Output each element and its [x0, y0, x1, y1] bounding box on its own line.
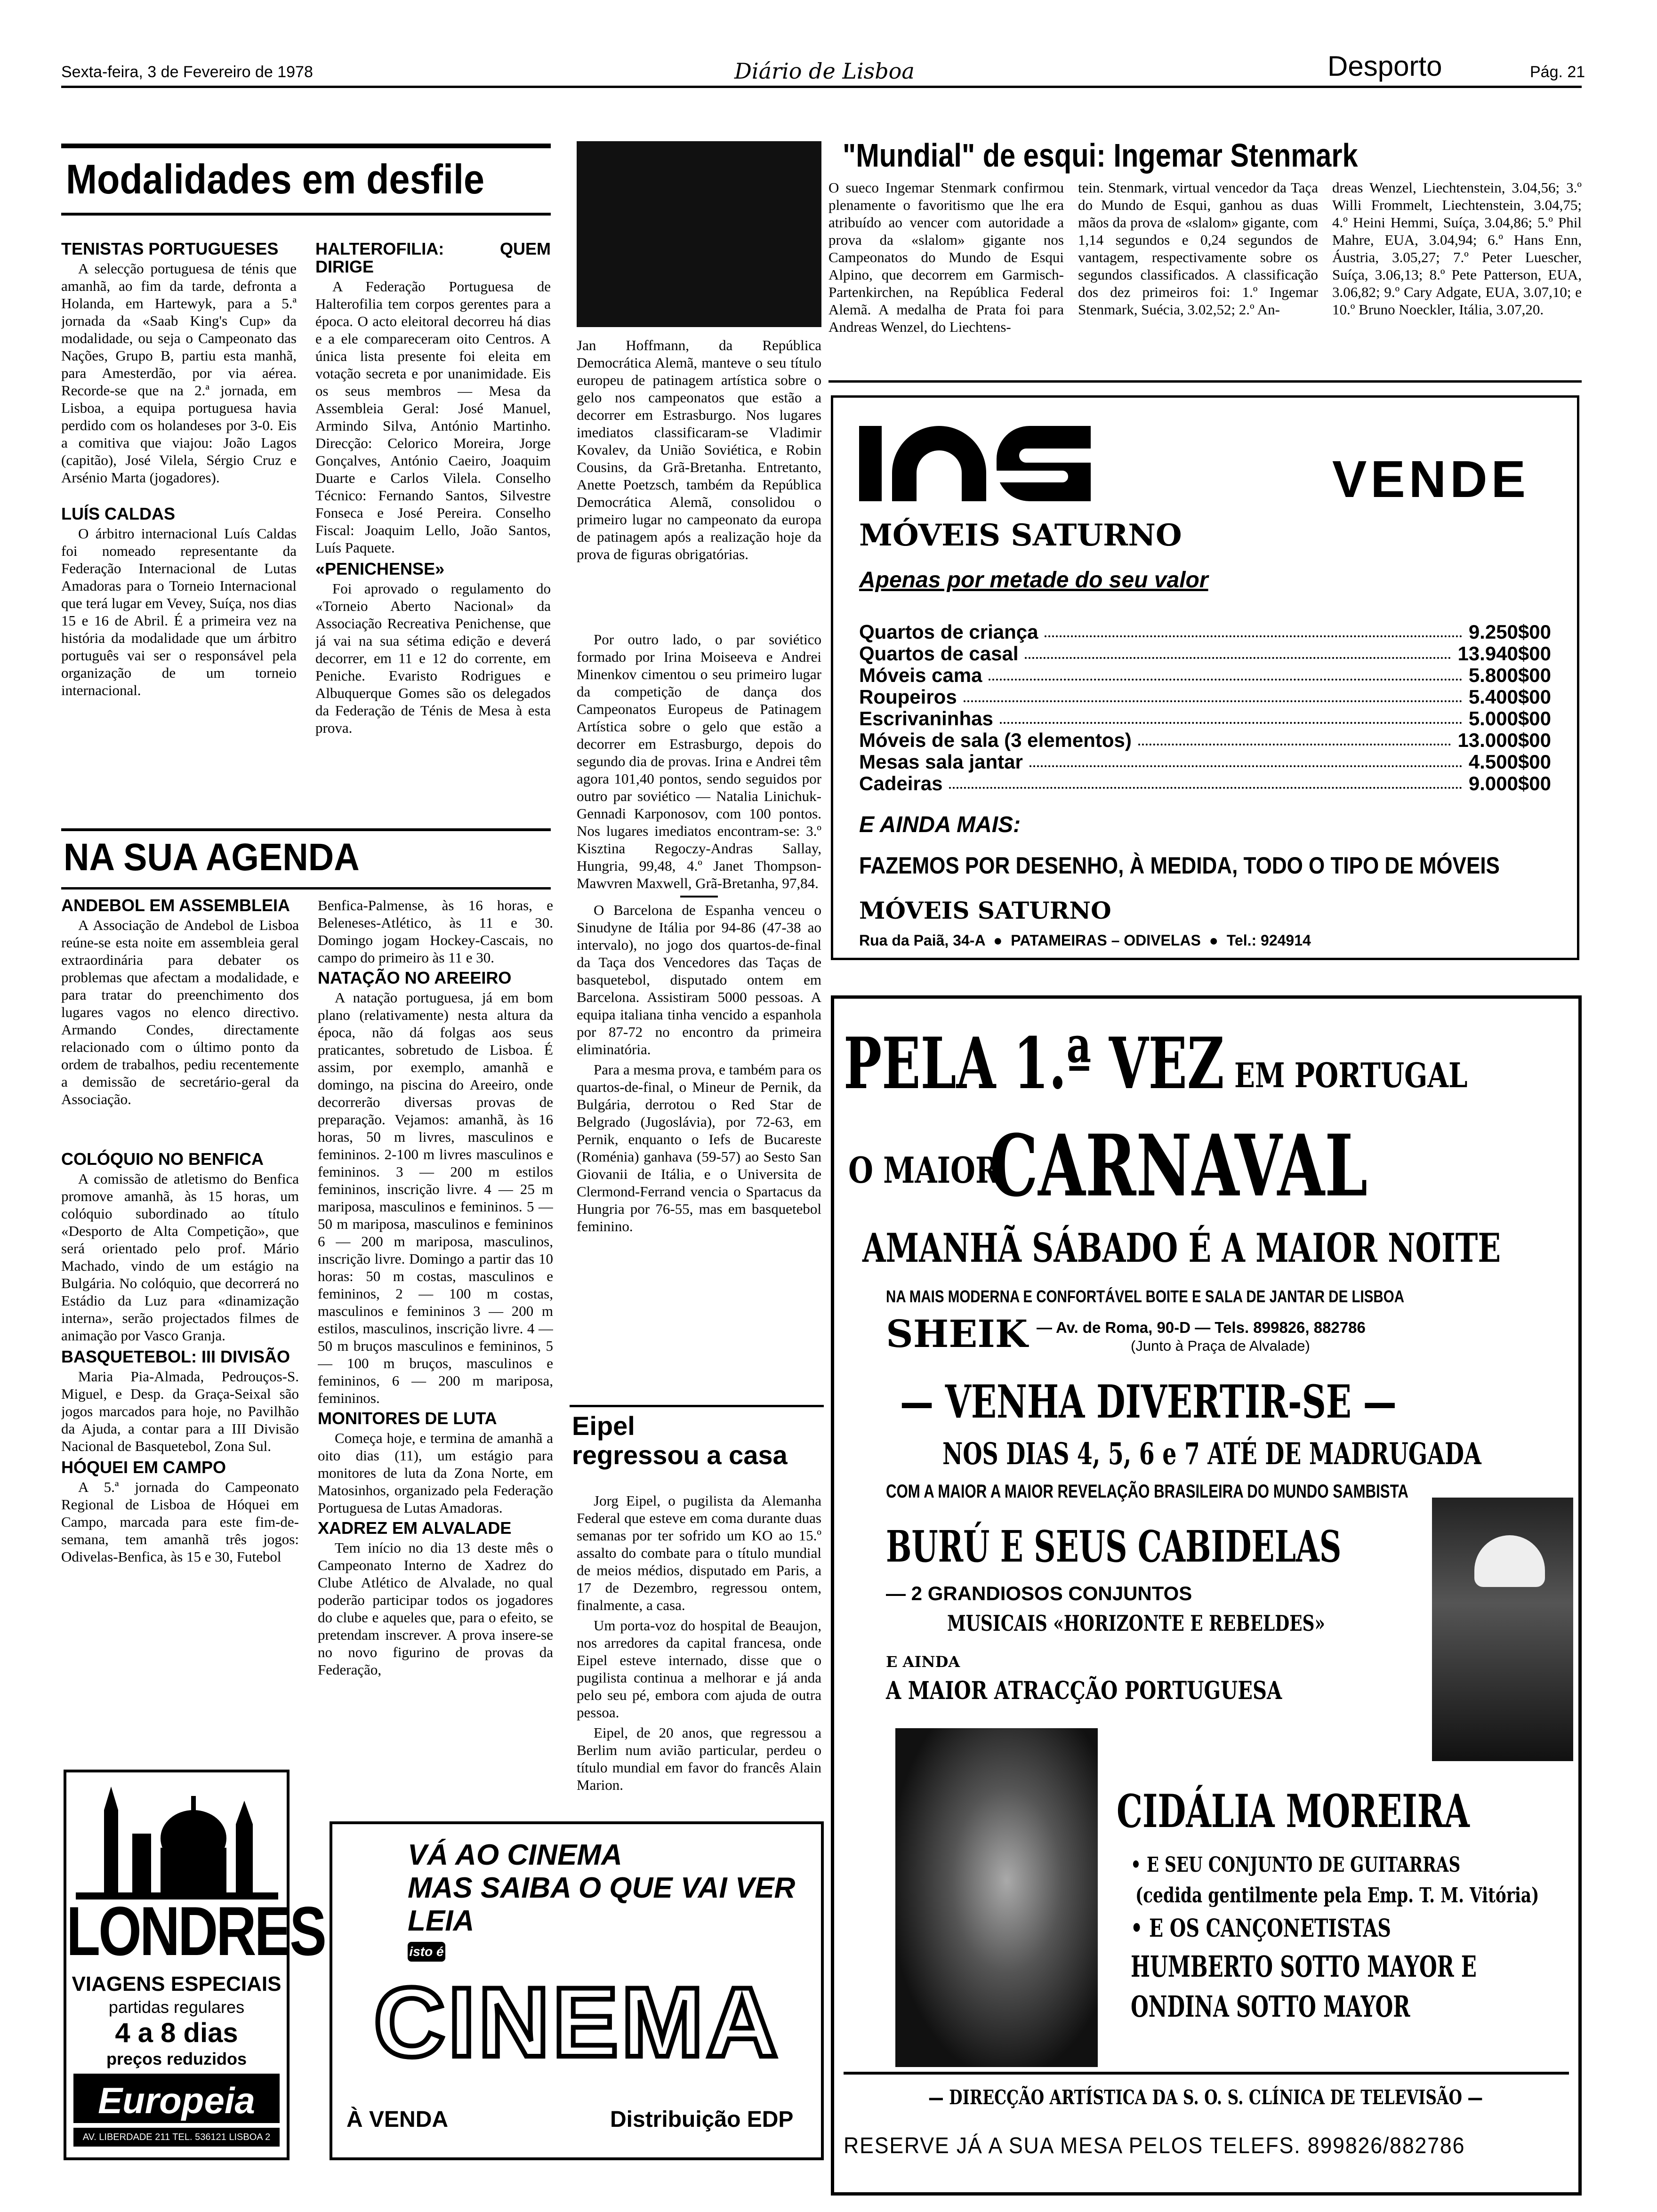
subhead-monitores: MONITORES DE LUTA: [318, 1409, 497, 1428]
saturno-slogan: Apenas por metade do seu valor: [859, 568, 1208, 593]
article-hoquei: A 5.ª jornada do Campeonato Regional de Lisboa de Hóquei em Campo, marcada para este fim-de-semana, tem amanhã três jogos: Odivelas-Benfica, às 15 e 30, Futebol: [61, 1479, 299, 1565]
cinema-line-2: MAS SAIBA O QUE VAI VER: [408, 1872, 796, 1904]
sheik-address-2: (Junto à Praça de Alvalade): [1131, 1338, 1310, 1354]
saturno-price-list: [859, 621, 1551, 794]
modalidades-col-1: [61, 235, 297, 833]
carnaval-divider: [844, 2072, 1569, 2075]
subhead-coloquio: COLÓQUIO NO BENFICA: [61, 1149, 264, 1169]
carnaval-line-9: — 2 GRANDIOSOS CONJUNTOS: [886, 1582, 1192, 1604]
londres-line-1: VIAGENS ESPECIAIS: [72, 1972, 282, 1996]
buru-photo: [1432, 1498, 1573, 1761]
carnaval-line-6: NOS DIAS 4, 5, 6 e 7 ATÉ DE MADRUGADA: [942, 1436, 1481, 1472]
header-rule: [61, 86, 1582, 88]
mundial-col-2: tein. Stenmark, virtual vencedor da Taça do Mundo de Esqui, ganhou as duas mãos da prova de «slalom» gigante, com 1,14 segundos e 0,24 segundos de vantagem, respectivamente sobre os segundos classificados. A classificação dos dez primeiros foi: 1.º Ingemar Stenmark, Suécia, 3.02,52; 2.º An-: [1078, 179, 1318, 318]
skater-photo: [577, 141, 821, 327]
carnaval-line-12: A MAIOR ATRACÇÃO PORTUGUESA: [886, 1676, 1282, 1705]
cinema-ad: [330, 1821, 824, 2160]
section-title: Desporto: [1327, 50, 1442, 82]
cinema-a-venda: À VENDA: [346, 2107, 449, 2132]
article-halterofilia: A Federação Portuguesa de Halterofilia tem corpos gerentes para a época. O acto eleitoral decorreu há dias e a ele compareceram oito Centros. A única lista presente foi eleita em votação secreta e por unanimidade. Eis os seus membros — Mesa da Assembleia Geral: José Manuel, Armindo Silva, António Martinho. Direcção: Celorico Moreira, Jorge Gonçalves, António Caeiro, Joaquim Duarte e Carlos Vilela. Conselho Técnico: Fernando Santos, Silvestre Fonseca e José Pereira. Conselho Fiscal: Joaquim Lello, João Santos, Luís Paquete.: [315, 278, 551, 556]
londres-ad: [64, 1770, 325, 2160]
carnaval-line-2a: O MAIOR: [848, 1149, 999, 1191]
saturno-fazemos: FAZEMOS POR DESENHO, À MEDIDA, TODO O TIPO DE MÓVEIS: [859, 852, 1500, 879]
issue-date: Sexta-feira, 3 de Fevereiro de 1978: [61, 63, 313, 81]
eipel-para-2: Um porta-voz do hospital de Beaujon, nos arredores da capital francesa, onde Eipel esteve internado, disse que o pugilista continua a melhorar e já anda pelo seu pé, embora com ajuda de outra pessoa.: [577, 1617, 821, 1721]
saturno-brand: MÓVEIS SATURNO: [859, 518, 1182, 553]
subhead-xadrez: XADREZ EM ALVALADE: [318, 1518, 512, 1538]
sheik-name: SHEIK: [886, 1312, 1028, 1356]
isto-e-badge: isto é: [408, 1942, 445, 1962]
article-natacao: A natação portuguesa, já em bom plano (relativamente) nesta altura da época, não dá folgas aos seus praticantes, sobretudo de Lisboa. É assim, por exemplo, amanhã e domingo, na piscina do Areeiro, onde decorrerão diversas provas de preparação. Vejamos: amanhã, às 16 horas, 50 m livres, masculinos e femininos. 2-100 m livres masculinos e femininos. 3 — 200 m estilos femininos, inscrição livre. 4 — 25 m mariposa, masculinos e femininos. 5 — 50 m mariposa, masculinos e femininos 6 — 200 m mariposa, masculinos, inscrição livre. Domingo a partir das 10 horas: 50 m costas, masculinos e femininos, 2 — 100 m costas, masculinos e femininos 3 — 200 m estilos, masculinos, inscrição livre. 4 — 50 m bruços masculinos e femininos, 5 — 100 m bruços, masculinos e femininos, 6 — 200 m mariposa, femininos.: [318, 989, 553, 1406]
carnaval-line-8: BURÚ E SEUS CABIDELAS: [886, 1521, 1342, 1572]
article-monitores: Começa hoje, e termina de amanhã a oito dias (11), um estágio para monitores de luta da Zona Norte, em Matosinhos, organizado pela Federação Portuguesa de Lutas Amadoras.: [318, 1430, 553, 1516]
subhead-halterofilia: HALTEROFILIA: QUEM DIRIGE: [315, 239, 551, 276]
article-luis-caldas: O árbitro internacional Luís Caldas foi nomeado representante da Federação Internacional de Lutas Amadoras para o Torneio Internacional que terá lugar em Vevey, Suíça, nos dias 15 e 16 de Abril. É a primeira vez na história da modalidade que um árbitro português vai ser o responsável pela organização de um torneio internacional.: [61, 525, 297, 698]
page-number: Pág. 21: [1530, 63, 1585, 81]
carnaval-line-2b: CARNAVAL: [989, 1116, 1368, 1216]
agenda-top-rule: [61, 828, 551, 831]
eipel-top-rule: [570, 1405, 824, 1407]
eipel-para-3: Eipel, de 20 anos, que regressou a Berlim num avião particular, perdeu o título mundial em favor do francês Alain Marion.: [577, 1724, 821, 1793]
carnaval-ad: [831, 995, 1582, 2196]
separator: [680, 896, 718, 898]
subhead-hoquei: HÓQUEI EM CAMPO: [61, 1458, 226, 1477]
subhead-tenistas: TENISTAS PORTUGUESES: [61, 239, 279, 258]
subhead-natacao: NATAÇÃO NO AREEIRO: [318, 968, 512, 987]
saturno-address-line: Rua da Paiã, 34-A ● PATAMEIRAS – ODIVELAS ● Tel.: 924914: [859, 932, 1311, 949]
article-coloquio: A comissão de atletismo do Benfica promove amanhã, às 15 horas, um colóquio subordinado ao título «Desporto de Alta Competição», que será orientado pelo prof. Mário Machado, vindo de um estágio na Bulgária. No colóquio, que decorrerá no Estádio da Luz para «dinamização interna», serão projectados filmes de animação por Vasco Granja.: [61, 1170, 299, 1344]
mundial-bottom-rule: [828, 380, 1582, 383]
carnaval-line-3: AMANHÃ SÁBADO É A MAIOR NOITE: [862, 1225, 1501, 1271]
agenda-col-1: [61, 897, 299, 1701]
article-basquetebol: Para a mesma prova, e também para os quartos-de-final, o Mineur de Pernik, da Bulgária, derrotou o Red Star de Belgrado (Jugoslávia), por 72-63, em Pernik, enquanto o Iefs de Bucareste (Roménia) ganhava (59-57) ao Sesto San Giovanii de Itália, e o Universita de Clermond-Ferrand vencia o Spartacus da Hungria por 76-55, mas em basquetebol feminino.: [577, 1061, 821, 1234]
price-row: Móveis de sala (3 elementos) 13.000$00: [859, 729, 1551, 751]
subhead-basquetebol: BASQUETEBOL: III DIVISÃO: [61, 1347, 290, 1366]
saturno-vende: VENDE: [1332, 450, 1529, 508]
agenda-col-2: [318, 897, 553, 1748]
londres-line-4: preços reduzidos: [106, 2049, 247, 2068]
photo-caption: Jan Hoffmann, da República Democrática Alemã, manteve o seu título europeu de patinagem artística sobre o gelo nos campeonatos que estão a decorrer em Estrasburgo. Nos lugares imediatos classificaram-se Vladimir Kovalev, da União Soviética, e Robin Cousins, da Grã-Bretanha. Entretanto, Anette Poetzsch, também da República Democrática Alemã, consolidou o primeiro lugar no campeonato da europa de patinagem após a realização hoje da prova de figuras obrigatórias.: [577, 337, 821, 562]
cinema-word: CINEMA: [373, 1967, 781, 2077]
modalidades-col-2: [315, 235, 551, 833]
article-barcelona: O Barcelona de Espanha venceu o Sinudyne de Itália por 94-86 (47-38 ao intervalo), no jogo dos quartos-de-final da Taça dos Vencedores das Taças de basquetebol, disputado ontem em Barcelona. Assistiram 5000 pessoas. A equipa italiana tinha vencido a espanhola por 87-72 no encontro da primeira eliminatória.: [577, 902, 821, 1058]
article-xadrez: Tem início no dia 13 deste mês o Campeonato Interno de Xadrez do Clube Atlético de Alvalade, no qual poderão participar todos os jogadores do clube e aqueles que, para o efeito, se pretendam inscrever. A prova insere-se no novo figurino de provas da Federação,: [318, 1539, 553, 1678]
subhead-penichense: «PENICHENSE»: [315, 559, 445, 578]
saturno-ainda: E AINDA MAIS:: [859, 812, 1021, 837]
price-row: Escrivaninhas 5.000$00: [859, 707, 1551, 729]
carnaval-line-15: (cedida gentilmente pela Emp. T. M. Vitória): [1135, 1883, 1539, 1907]
article-basquetebol-iii: Maria Pia-Almada, Pedrouços-S. Miguel, e Desp. da Graça-Seixal são jogos marcados para hoje, no Pavilhão da Ajuda, a contar para a III Divisão Nacional de Basquetebol, Zona Sul.: [61, 1368, 299, 1454]
agenda-title: NA SUA AGENDA: [64, 836, 360, 879]
cinema-distribuicao: Distribuição EDP: [610, 2107, 794, 2132]
price-row: Roupeiros 5.400$00: [859, 686, 1551, 708]
agenda-bottom-rule: [61, 887, 551, 890]
center-column: [577, 631, 821, 1393]
article-penichense: Foi aprovado o regulamento do «Torneio Aberto Nacional» da Associação Recreativa Penichense, que já vai na sua sétima edição e deverá decorrer, em 11 e 12 do corrente, em Peniche. Evaristo Rodrigues e Albuquerque Gomes são os delegados da Federação de Ténis de Mesa à esta prova.: [315, 580, 551, 736]
europeia-logo-bg: [73, 2074, 280, 2123]
carnaval-line-17: HUMBERTO SOTTO MAYOR E: [1131, 1949, 1477, 1984]
article-hoquei-cont: Benfica-Palmense, às 16 horas, e Beleneses-Atlético, às 11 e 30. Domingo jogam Hockey-Cascais, no campo do primeiro às 11 e 30.: [318, 897, 553, 966]
modalidades-title: Modalidades em desfile: [66, 156, 485, 202]
carnaval-line-10: MUSICAIS «HORIZONTE E REBELDES»: [947, 1611, 1325, 1636]
carnaval-line-20: RESERVE JÁ A SUA MESA PELOS TELEFS. 899826/882786: [844, 2133, 1465, 2158]
eipel-article: [577, 1492, 821, 1864]
cinema-line-1: VÁ AO CINEMA: [408, 1839, 622, 1871]
carnaval-line-5: — VENHA DIVERTIR-SE —: [900, 1375, 1397, 1428]
eipel-title-2: regressou a casa: [572, 1440, 788, 1470]
carnaval-line-1b: EM PORTUGAL: [1234, 1055, 1468, 1095]
subhead-andebol: ANDEBOL EM ASSEMBLEIA: [61, 897, 290, 915]
cidalia-photo: [895, 1728, 1098, 2067]
price-row: Mesas sala jantar 4.500$00: [859, 751, 1551, 773]
eipel-title-1: Eipel: [572, 1411, 635, 1441]
article-danca: Por outro lado, o par soviético formado por Irina Moiseeva e Andrei Minenkov cimentou o seu primeiro lugar da competição de dança dos Campeonatos Europeus de Patinagem Artística sobre o gelo que estão a decorrer em Estrasburgo, depois do segundo dia de provas. Irina e Andrei têm agora 101,40 pontos, sendo seguidos por outro par soviético — Natalia Linichuk-Gennadi Karponosov, com 100 pontos. Nos lugares imediatos encontram-se: 3.º Kisztina Regoczy-Andras Sallay, Hungria, 99,48, 4.º Janet Thompson-Mawvren Maxwell, Grã-Bretanha, 97,84.: [577, 631, 821, 891]
price-row: Móveis cama 5.800$00: [859, 664, 1551, 686]
buru-hat: [1474, 1535, 1545, 1587]
london-skyline-illustration: [76, 1782, 278, 1899]
masthead: Diário de Lisboa: [734, 58, 915, 84]
carnaval-line-11: E AINDA: [886, 1653, 960, 1671]
londres-name: LONDRES: [66, 1892, 325, 1971]
mundial-col-3: dreas Wenzel, Liechtenstein, 3.04,56; 3.º Willi Frommelt, Liechtenstein, 3.04,75; 4.º Heini Hemmi, Suíça, 3.04,86; 5.º Phil Mahre, EUA, 3.04,94; 6.º Hans Enn, Áustria, 3.05,27; 7.º Peter Luescher, Suíça, 3.06,13; 8.º Pete Patterson, EUA, 3.06,82; 9.º Cary Adgate, EUA, 3.07,10; e 10.º Bruno Noeckler, Itália, 3.07,20.: [1332, 179, 1582, 318]
carnaval-line-13: CIDÁLIA MOREIRA: [1117, 1785, 1470, 1838]
londres-address: AV. LIBERDADE 211 TEL. 536121 LISBOA 2: [73, 2128, 280, 2147]
article-tenistas: A selecção portuguesa de ténis que amanhã, ao fim da tarde, defronta a Holanda, em Hartewyk, para a 5.ª jornada da «Saab King's Cup» da modalidade, ou seja o Campeonato das Nações, Grupo B, partiu esta manhã, para Amesterdão, por via aérea. Recorde-se que na 2.ª jornada, em Lisboa, a equipa portuguesa havia perdido com os holandeses por 3-0. Eis a comitiva que viajou: João Lagos (capitão), José Vilela, Sérgio Cruz e Arsénio Marta (jogadores).: [61, 260, 297, 486]
sheik-address: — Av. de Roma, 90-D — Tels. 899826, 882786: [1037, 1319, 1366, 1336]
europeia-logo: Europeia: [98, 2080, 255, 2121]
carnaval-line-16: • E OS CANÇONETISTAS: [1131, 1914, 1391, 1943]
cinema-line-3: LEIA: [408, 1905, 475, 1937]
mundial-col-1: O sueco Ingemar Stenmark confirmou plenamente o favoritismo que lhe era atribuído ao vencer com autoridade a prova da «slalom» gigante nos Campeonatos do Mundo de Esqui Alpino, que decorrem em Garmisch-Partenkirchen, na República Federal Alemã. A medalha de Prata foi para Andreas Wenzel, do Liechtens-: [828, 179, 1064, 335]
carnaval-line-1: PELA 1.ª VEZ: [844, 1022, 1224, 1105]
londres-line-3: 4 a 8 dias: [115, 2018, 238, 2048]
price-row: Quartos de criança 9.250$00: [859, 621, 1551, 643]
saturno-logo: [859, 426, 1094, 501]
carnaval-line-4: NA MAIS MODERNA E CONFORTÁVEL BOITE E SALA DE JANTAR DE LISBOA: [886, 1287, 1405, 1306]
modalidades-bottom-rule: [61, 213, 551, 216]
saturno-ad: [831, 395, 1579, 960]
carnaval-line-14: • E SEU CONJUNTO DE GUITARRAS: [1131, 1853, 1461, 1877]
article-andebol: A Associação de Andebol de Lisboa reúne-se esta noite em assembleia geral extraordinária para debater os problemas que afectam a modalidade, e para tratar do preenchimento dos lugares vagos no elenco directivo. Armando Condes, directamente relacionado com o último ponto da ordem de trabalhos, pediu recentemente a demissão de secretário-geral da Associação.: [61, 917, 299, 1107]
mundial-title: "Mundial" de esqui: Ingemar Stenmark: [843, 137, 1358, 174]
londres-line-2: partidas regulares: [108, 1997, 245, 2017]
price-row: Quartos de casal 13.940$00: [859, 642, 1551, 665]
subhead-luis-caldas: LUÍS CALDAS: [61, 504, 175, 523]
eipel-para-1: Jorg Eipel, o pugilista da Alemanha Federal que esteve em coma durante duas semanas por ter sofrido um KO ao 15.º assalto do combate para o título mundial de meios médios, disputado em Paris, a 17 de Dezembro, regressou ontem, finalmente, a casa.: [577, 1492, 821, 1613]
carnaval-line-19: — DIRECÇÃO ARTÍSTICA DA S. O. S. CLÍNICA DE TELEVISÃO —: [928, 2086, 1483, 2109]
carnaval-line-7: COM A MAIOR A MAIOR REVELAÇÃO BRASILEIRA DO MUNDO SAMBISTA: [886, 1481, 1408, 1502]
modalidades-top-rule: [61, 144, 551, 148]
price-row: Cadeiras 9.000$00: [859, 772, 1551, 794]
saturno-brand-2: MÓVEIS SATURNO: [859, 897, 1111, 924]
carnaval-line-18: ONDINA SOTTO MAYOR: [1131, 1989, 1410, 2024]
